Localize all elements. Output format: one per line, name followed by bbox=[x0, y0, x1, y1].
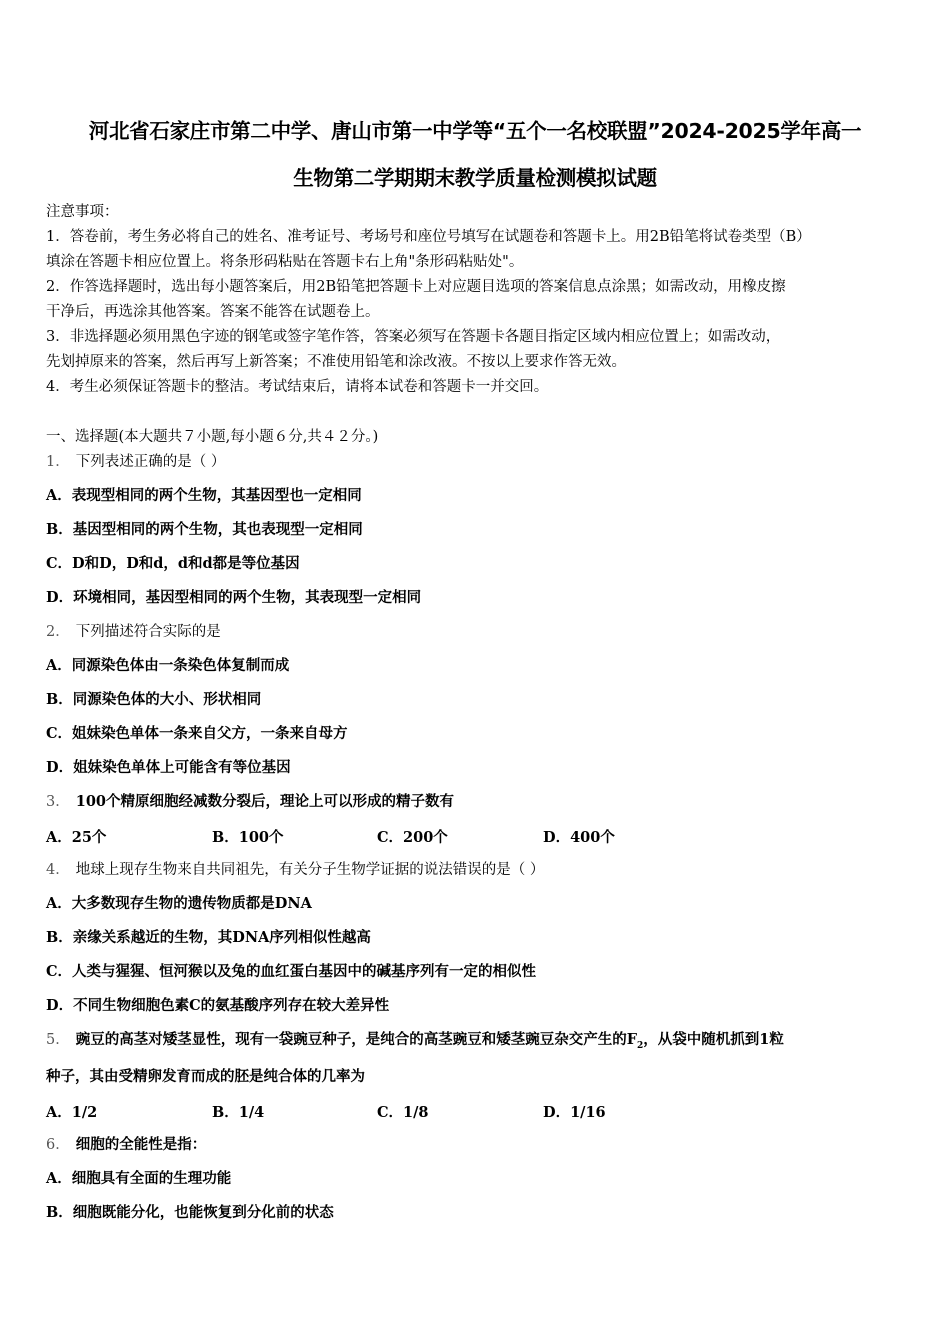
notice-line: 干净后，再选涂其他答案。答案不能答在试题卷上。 bbox=[46, 304, 380, 320]
notice-line: 3．非选择题必须用黑色字迹的钢笔或签字笔作答，答案必须写在答题卡各题目指定区域内相应位置上；如需改动， bbox=[46, 329, 781, 345]
question-6-stem bbox=[46, 1135, 906, 1155]
question-1-option-a[interactable]: A．表现型相同的两个生物，其基因型也一定相同 bbox=[46, 487, 362, 504]
question-2-stem bbox=[46, 622, 906, 642]
question-text: 100个精原细胞经减数分裂后，理论上可以形成的精子数有 bbox=[75, 793, 454, 810]
exam-title-line2: 生物第二学期期末教学质量检测模拟试题 bbox=[293, 166, 657, 190]
question-number: 6． bbox=[46, 1137, 70, 1153]
question-6-option-a[interactable]: A．细胞具有全面的生理功能 bbox=[46, 1170, 232, 1187]
question-5-option-b[interactable]: B．1/4 bbox=[212, 1104, 265, 1121]
question-4-option-a[interactable]: A．大多数现存生物的遗传物质都是DNA bbox=[46, 895, 312, 912]
exam-title-line1: 河北省石家庄市第二中学、唐山市第一中学等“五个一名校联盟”2024-2025学年高一 bbox=[88, 119, 862, 143]
question-1-option-d[interactable]: D．环境相同，基因型相同的两个生物，其表现型一定相同 bbox=[46, 589, 422, 606]
question-text-cont: ，从袋中随机抓到1粒 bbox=[643, 1031, 784, 1048]
question-2-option-b[interactable]: B．同源染色体的大小、形状相同 bbox=[46, 691, 262, 708]
question-5-stem-cont: 种子，其由受精卵发育而成的胚是纯合体的几率为 bbox=[46, 1068, 365, 1085]
notice-line: 1．答卷前，考生务必将自己的姓名、准考证号、考场号和座位号填写在试题卷和答题卡上。用2B铅笔将试卷类型（B） bbox=[46, 229, 811, 245]
question-4-stem bbox=[46, 860, 906, 880]
question-2-option-c[interactable]: C．姐妹染色单体一条来自父方，一条来自母方 bbox=[46, 725, 348, 742]
question-number: 2． bbox=[46, 624, 70, 640]
question-3-option-c[interactable]: C．200个 bbox=[377, 829, 448, 846]
question-3-option-a[interactable]: A．25个 bbox=[46, 829, 107, 846]
subscript: 2 bbox=[637, 1040, 644, 1051]
question-number: 4． bbox=[46, 862, 70, 878]
question-2-option-a[interactable]: A．同源染色体由一条染色体复制而成 bbox=[46, 657, 290, 674]
question-text: 豌豆的高茎对矮茎显性，现有一袋豌豆种子，是纯合的高茎豌豆和矮茎豌豆杂交产生的F bbox=[75, 1031, 638, 1048]
notice-line: 4．考生必须保证答题卡的整洁。考试结束后，请将本试卷和答题卡一并交回。 bbox=[46, 379, 549, 395]
question-5-option-c[interactable]: C．1/8 bbox=[377, 1104, 429, 1121]
question-5-stem bbox=[46, 1030, 906, 1056]
question-3-option-d[interactable]: D．400个 bbox=[543, 829, 615, 846]
question-1-option-b[interactable]: B．基因型相同的两个生物，其也表现型一定相同 bbox=[46, 521, 363, 538]
question-3-option-b[interactable]: B．100个 bbox=[212, 829, 284, 846]
section-heading: 一、选择题(本大题共７小题,每小题６分,共４２分。) bbox=[46, 429, 379, 445]
notice-heading: 注意事项： bbox=[46, 204, 119, 220]
notice-line: 先划掉原来的答案，然后再写上新答案；不准使用铅笔和涂改液。不按以上要求作答无效。 bbox=[46, 354, 626, 370]
question-text: 下列表述正确的是（ ） bbox=[75, 454, 226, 470]
question-5-option-d[interactable]: D．1/16 bbox=[543, 1104, 606, 1121]
question-5-option-a[interactable]: A．1/2 bbox=[46, 1104, 98, 1121]
question-number: 5． bbox=[46, 1032, 70, 1048]
question-6-option-b[interactable]: B．细胞既能分化，也能恢复到分化前的状态 bbox=[46, 1204, 334, 1221]
question-text: 细胞的全能性是指： bbox=[75, 1136, 207, 1153]
notice-line: 2．作答选择题时，选出每小题答案后，用2B铅笔把答题卡上对应题目选项的答案信息点涂黑；如需改动，用橡皮擦 bbox=[46, 279, 786, 295]
question-3-stem bbox=[46, 792, 906, 812]
question-number: 3． bbox=[46, 794, 70, 810]
question-text: 地球上现存生物来自共同祖先，有关分子生物学证据的说法错误的是（ ） bbox=[75, 862, 545, 878]
notice-line: 填涂在答题卡相应位置上。将条形码粘贴在答题卡右上角"条形码粘贴处"。 bbox=[46, 254, 524, 270]
question-4-option-d[interactable]: D．不同生物细胞色素C的氨基酸序列存在较大差异性 bbox=[46, 997, 390, 1014]
question-4-option-b[interactable]: B．亲缘关系越近的生物，其DNA序列相似性越高 bbox=[46, 929, 371, 946]
question-1-option-c[interactable]: C．D和D，D和d，d和d都是等位基因 bbox=[46, 555, 300, 572]
question-number: 1． bbox=[46, 454, 70, 470]
question-4-option-c[interactable]: C．人类与猩猩、恒河猴以及兔的血红蛋白基因中的碱基序列有一定的相似性 bbox=[46, 963, 537, 980]
question-text: 下列描述符合实际的是 bbox=[75, 624, 221, 640]
question-2-option-d[interactable]: D．姐妹染色单体上可能含有等位基因 bbox=[46, 759, 291, 776]
question-1-stem bbox=[46, 452, 906, 472]
